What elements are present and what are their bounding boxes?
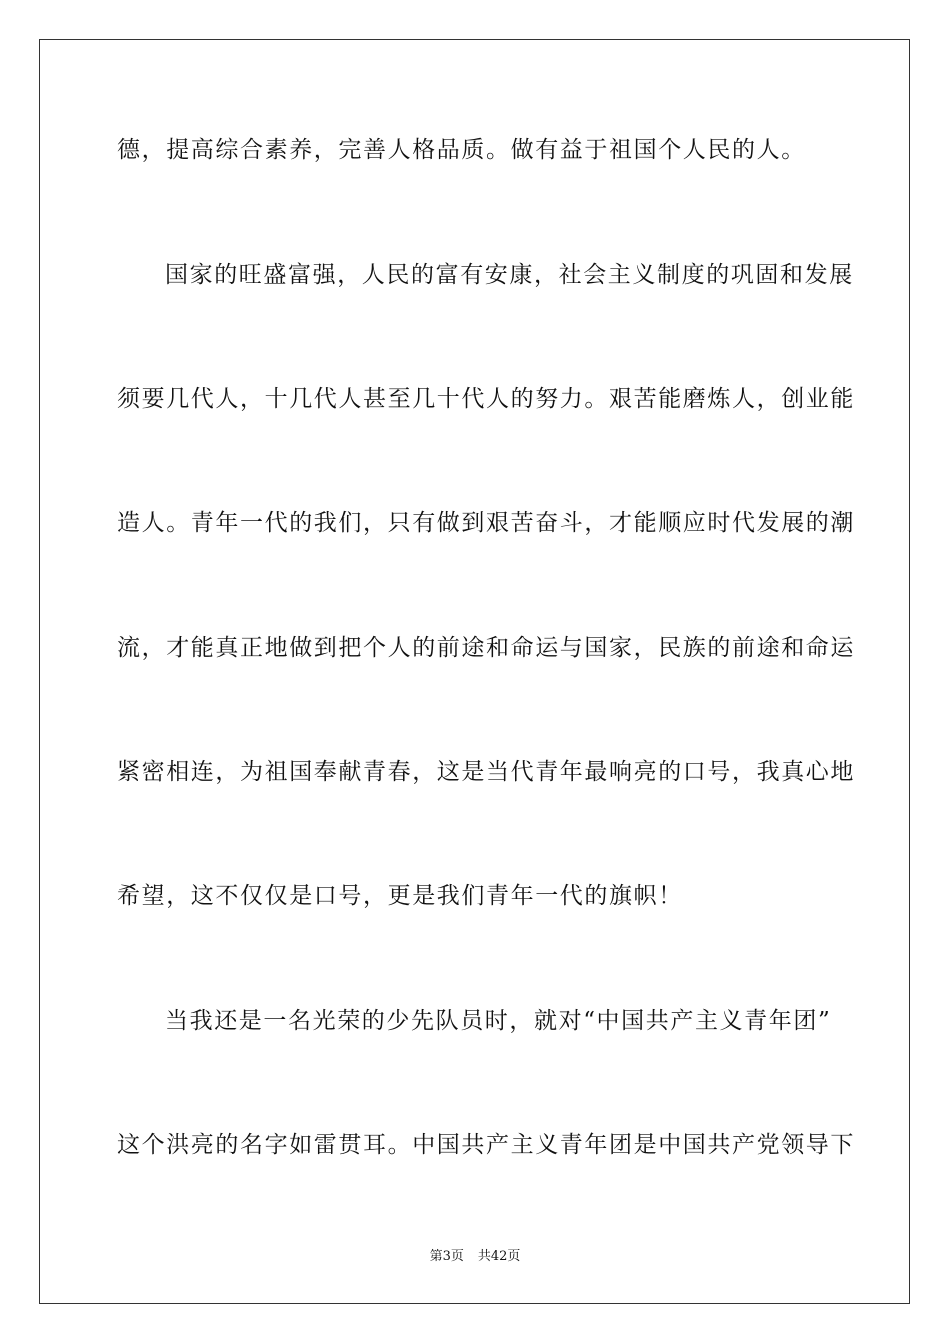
paragraph-line: 流，才能真正地做到把个人的前途和命运与国家，民族的前途和命运 [117,635,855,661]
paragraph-line: 紧密相连，为祖国奉献青春，这是当代青年最响亮的口号，我真心地 [117,759,855,785]
paragraph-line: 当我还是一名光荣的少先队员时，就对“中国共产主义青年团” [165,1008,832,1034]
page-footer [0,1248,950,1266]
paragraph-line: 国家的旺盛富强，人民的富有安康，社会主义制度的巩固和发展 [165,262,854,288]
page-total: 共42页 [477,1249,521,1264]
paragraph-line: 希望，这不仅仅是口号，更是我们青年一代的旗帜！ [117,883,683,909]
paragraph-line: 须要几代人，十几代人甚至几十代人的努力。艰苦能磨炼人，创业能 [117,386,855,412]
page-number: 第3页 [429,1249,464,1264]
paragraph-line: 造人。青年一代的我们，只有做到艰苦奋斗，才能顺应时代发展的潮 [117,510,855,536]
page-frame [39,39,910,1304]
paragraph-line: 德，提高综合素养，完善人格品质。做有益于祖国个人民的人。 [117,137,806,163]
paragraph-line: 这个洪亮的名字如雷贯耳。中国共产主义青年团是中国共产党领导下 [117,1132,855,1158]
